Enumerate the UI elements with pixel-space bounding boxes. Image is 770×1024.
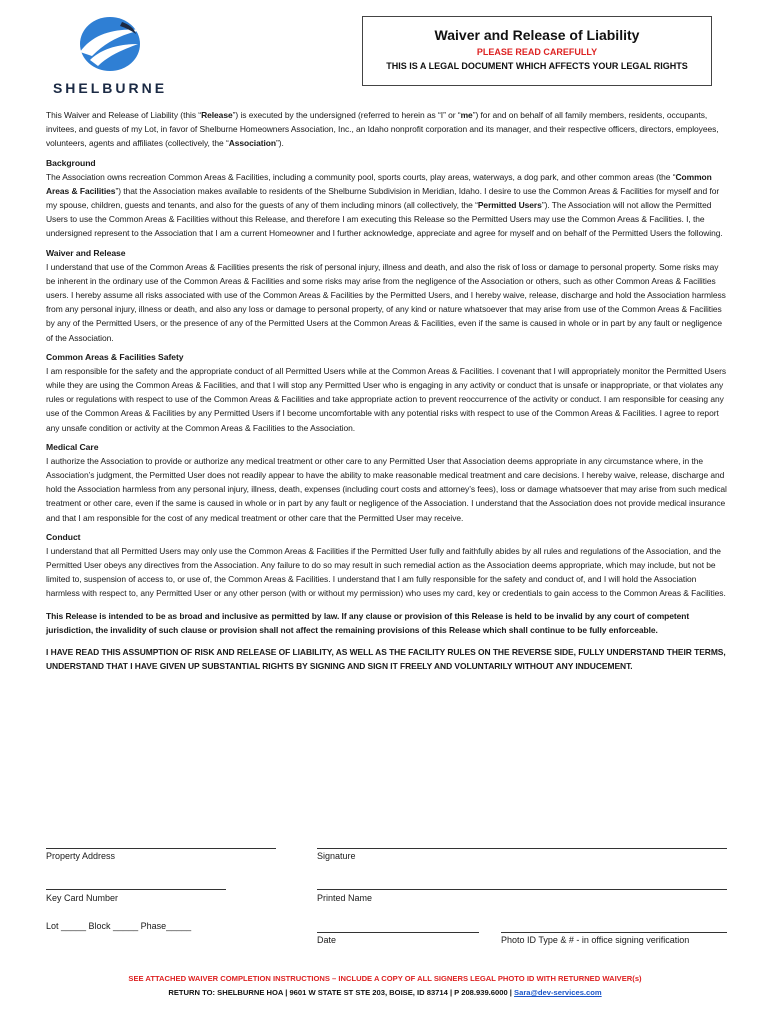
intro-text-3: ”) for and on behalf of all family members, residents, occupants, invitees, and guests of my Lot, in favor of Shelburne Homeowners Association, Inc., an Idaho nonprofit corporation and its manager, and their respective officers, directors, employees, volunteers, agents and affiliates (collectively, the “ <box>46 110 719 149</box>
key-card-line[interactable] <box>46 889 226 890</box>
signature-label: Signature <box>317 851 356 861</box>
shelburne-logo <box>50 14 170 98</box>
broad-clause: This Release is intended to be as broad and inclusive as permitted by law. If any clause or provision of this Release is held to be invalid by any court of competent jurisdiction, the invalidity of such clause or provision shall not affect the remaining provisions of this Release which shall continue to be fully enforceable. <box>46 610 690 635</box>
date-line[interactable] <box>317 932 479 933</box>
intro-paragraph <box>46 108 728 151</box>
background-text-3: ”). The Association will not allow the Permitted Users to use the Common Areas & Facilities without this Release, and therefore I am executing this Release so the Permitted Users may use the Common Areas & Facilities. I, the undersigned represent to the Association that I am a current Homeowner and I further acknowledge, appreciate and agree for myself and on behalf of the Permitted Users the following. <box>46 200 723 239</box>
me-term: me <box>460 110 473 120</box>
completion-instructions-note: SEE ATTACHED WAIVER COMPLETION INSTRUCTIONS – INCLUDE A COPY OF ALL SIGNERS LEGAL PHOTO ID WITH RETURNED WAIVER(s) <box>128 974 642 983</box>
document-body <box>46 108 728 679</box>
photo-id-label: Photo ID Type & # - in office signing verification <box>501 935 690 945</box>
logo-wordmark: SHELBURNE <box>52 80 168 96</box>
release-term: Release <box>201 110 233 120</box>
medical-heading: Medical Care <box>46 441 99 452</box>
waiver-paragraph: I understand that use of the Common Areas & Facilities presents the risk of personal injury, illness and death, and also the risk of loss or damage to personal property. Some risks may be inherent in the ordinary use of the Common Areas & Facilities and some risks may arise from the negligence of the Association or others, such as other Common Areas & Facilities users. I hereby assume all risks associated with use of the Common Areas & Facilities by the Permitted Users, and I hereby waive, release, discharge and hold the Association harmless from any personal injury, illness or death, and also any loss or damage to personal property, of any kind or nature whatsoever that may arise from use of the Common Areas & Facilities by any of the Permitted Users, or the presence of any of the Permitted Users at the Common Areas & Facilities, even if the same is caused in whole or in part by any fault or negligence of the Association. <box>46 261 726 343</box>
acknowledgement: I HAVE READ THIS ASSUMPTION OF RISK AND RELEASE OF LIABILITY, AS WELL AS THE FACILITY RULES ON THE REVERSE SIDE, FULLY UNDERSTAND THEIR TERMS, UNDERSTAND THAT I HAVE GIVEN UP SUBSTANTIAL RIGHTS BY SIGNING AND SIGN IT FREELY AND VOLUNTARILY WITHOUT ANY INDUCEMENT. <box>46 647 726 672</box>
intro-text-4: ”). <box>276 138 284 149</box>
property-address-line[interactable] <box>46 848 276 849</box>
title-box <box>362 16 712 86</box>
background-text-2: ”) that the Association makes available to residents of the Shelburne Subdivision in Meridian, Idaho. I desire to use the Common Areas & Facilities for myself and for my spouse, children, guests and tenants, and also for the guests of any of them including minors (all collectively, the “ <box>46 185 720 211</box>
intro-text-1: This Waiver and Release of Liability (this “ <box>46 110 202 120</box>
property-address-label: Property Address <box>46 851 116 861</box>
key-card-label: Key Card Number <box>46 893 119 903</box>
read-carefully-notice: PLEASE READ CAREFULLY <box>476 47 598 57</box>
email-link[interactable]: Sara@dev-services.com <box>514 988 602 997</box>
conduct-paragraph: I understand that all Permitted Users may only use the Common Areas & Facilities if the Permitted User fully and faithfully abides by all rules and regulations of the Association, and the Permitted User obeys any directives from the Association. Any failure to do so may result in such remedial action as the Association deems appropriate, which may include, but not be limited to, suspension of access to, or use of, the Common Areas & Facilities. I understand that I am fully responsible for the safety and conduct of, and I will hold the Association harmless with respect to, any Permitted User or any other person (with or without my permission) who uses my card, key or credentials to gain access to the Common Areas & Facilities. <box>46 545 726 599</box>
permitted-users-term: Permitted Users <box>477 200 542 211</box>
association-term: Association <box>228 138 276 149</box>
return-address <box>0 988 770 997</box>
waiver-heading: Waiver and Release <box>46 247 126 258</box>
signature-area <box>46 846 728 956</box>
background-heading: Background <box>46 157 96 168</box>
safety-paragraph: I am responsible for the safety and the appropriate conduct of all Permitted Users while at the Common Areas & Facilities. I covenant that I will appropriately monitor the Permitted Users while they are using the Common Areas & Facilities, and that I will stop any Permitted User who is engaging in any activity or conduct that is unsafe or inappropriate, or that violates any rules or regulations with respect to use of the Common Areas & Facilities and take appropriate action to prevent reoccurrence of the activity or conduct. I am responsible for ceasing any use of the Common Areas & Facilities by any Permitted Users if I become uncomfortable with any potential risks with respect to use of the Common Areas & Facilities. I agree to report any unsafe condition or activity at the Common Areas & Facilities to the Association. <box>46 365 727 433</box>
background-text-1: The Association owns recreation Common Areas & Facilities, including a community pool, sports courts, play areas, waterways, a dog park, and other common areas (the “ <box>46 171 676 182</box>
return-address-text: RETURN TO: SHELBURNE HOA | 9601 W STATE ST STE 203, BOISE, ID 83714 | P 208.939.6000 | <box>168 988 515 997</box>
conduct-heading: Conduct <box>46 531 81 542</box>
document-title: Waiver and Release of Liability <box>434 27 640 43</box>
intro-text-2: ”) is executed by the undersigned (referred to herein as “I” or “ <box>232 110 461 120</box>
bird-logo-icon <box>72 14 148 74</box>
safety-heading: Common Areas & Facilities Safety <box>46 351 184 362</box>
medical-paragraph: I authorize the Association to provide or authorize any medical treatment or other care to any Permitted User that Association deems appropriate in any circumstance where, in the Association’s judgment, the Permitted User does not readily appear to have the ability to make reasonable medical treatment and care decisions. I hereby waive, release, discharge and hold the Association harmless from any personal injury, illness, death, expenses (including court costs and attorney’s fees), loss or damage whatsoever that may arise from such medical treatment or other care, even if the same is caused in whole or in part by any fault or negligence of the Association. I understand that the Association does not provide medical insurance and that I am responsible for the cost of any medical treatment or other care that the Permitted User may receive. <box>46 455 727 523</box>
common-areas-term: Common Areas & Facilities <box>46 171 712 196</box>
photo-id-line[interactable] <box>501 932 727 933</box>
printed-name-label: Printed Name <box>317 893 373 903</box>
background-paragraph <box>46 170 728 241</box>
printed-name-line[interactable] <box>317 889 727 890</box>
legal-document-notice: THIS IS A LEGAL DOCUMENT WHICH AFFECTS YOUR LEGAL RIGHTS <box>386 61 688 71</box>
signature-line[interactable] <box>317 848 727 849</box>
lot-block-phase-field[interactable]: Lot _____ Block _____ Phase_____ <box>46 921 192 931</box>
date-label: Date <box>317 935 337 945</box>
